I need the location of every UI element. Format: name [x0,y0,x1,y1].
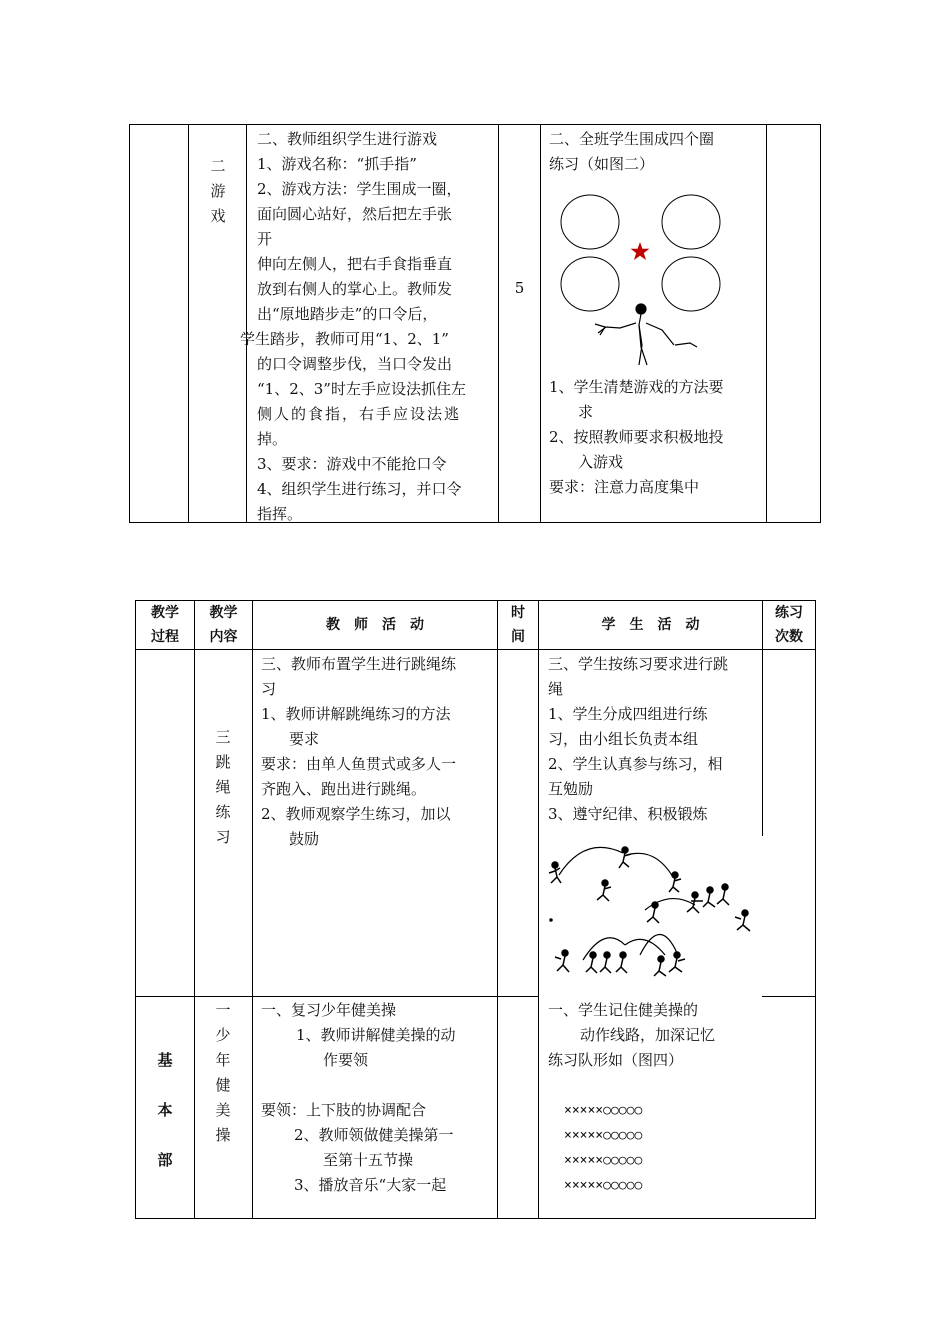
text-line: 2、教师领做健美操第一 [294,1126,454,1144]
text-line: 掉。 [257,430,288,448]
star-icon [631,242,650,260]
teacher-figure [595,304,697,365]
text-line: 求 [578,403,594,421]
text-line: 练习（如图二） [549,155,655,173]
process-char: 基 [157,1051,173,1069]
text-line: 练习队形如（图四） [548,1051,684,1069]
text-line: 1、游戏名称：“抓手指” [257,155,417,173]
jumper-figure [669,872,681,892]
content-char: 年 [215,1051,231,1069]
text-line: 放到右侧人的掌心上。教师发 [257,280,453,298]
text-line: 要求：由单人鱼贯式或多人一 [261,755,457,773]
text-line: 齐跑入、跑出进行跳绳。 [261,780,427,798]
content-char: 一 [215,1001,231,1019]
text-line: 绳 [548,680,564,698]
text-line: 要求 [289,730,320,748]
text-line: 一、复习少年健美操 [261,1001,397,1019]
text-line: 二、全班学生围成四个圈 [549,130,715,148]
content-char: 跳 [215,753,231,771]
header-student-activity: 学 生 活 动 [601,617,700,633]
content-char: 戏 [210,207,226,225]
text-line: 指挥。 [257,505,303,523]
content-char: 练 [215,803,231,821]
text-line: 动作线路，加深记忆 [580,1026,716,1044]
process-char: 本 [157,1101,173,1119]
circle-group [662,195,720,249]
formation-row: ×××××○○○○○ [564,1153,643,1168]
text-line: 一、学生记住健美操的 [548,1001,699,1019]
formation-row: ×××××○○○○○ [564,1178,643,1193]
text-line: 2、按照教师要求积极地投 [549,428,724,446]
header-content: 教学 [209,605,238,621]
text-line: 出“原地踏步走”的口令后， [257,305,438,323]
text-line: 学生踏步，教师可用“1、2、1” [240,330,449,348]
text-line: 入游戏 [578,453,624,471]
content-char: 操 [215,1126,231,1144]
text-line: 开 [257,230,273,248]
text-line: 互勉励 [548,780,594,798]
jumper-figure [549,862,561,883]
text-line: 1、教师讲解跳绳练习的方法 [261,705,451,723]
text-line: 要求：注意力高度集中 [549,478,700,496]
header-count: 练习 [775,605,803,621]
formation-row: ×××××○○○○○ [564,1128,643,1143]
text-line: 1、学生清楚游戏的方法要 [549,378,724,396]
circle-group [561,257,619,311]
jumper-figure [586,952,597,973]
jumper-figure [616,952,627,973]
header-teacher-activity: 教 师 活 动 [326,617,424,633]
text-line: 3、遵守纪律、积极锻炼 [548,805,708,823]
text-line: 鼓励 [289,830,320,848]
text-line: 至第十五节操 [323,1151,414,1169]
text-line: 3、播放音乐“大家一起 [294,1176,447,1194]
jumper-figure [597,880,611,901]
header-process: 教学 [151,605,179,621]
jumper-figure [600,952,611,973]
jumper-figure [703,887,715,907]
text-line: 1、教师讲解健美操的动 [296,1026,456,1044]
text-line: 的口令调整步伐，当口令发出 [257,355,453,373]
content-char: 绳 [215,778,231,796]
text-line: 面向圆心站好，然后把左手张 [257,205,453,223]
content-char: 健 [215,1076,231,1094]
content-char: 少 [215,1026,231,1044]
jumper-figure [669,952,685,972]
jumper-figure [654,956,666,976]
text-line: 习 [261,680,277,698]
process-char: 部 [157,1151,173,1169]
text-line: 4、组织学生进行练习，并口令 [257,480,462,498]
circle-formation-diagram [550,185,760,380]
jumper-figure [619,847,631,868]
text-line: 2、游戏方法：学生围成一圈， [257,180,462,198]
jumper-figure [555,950,569,972]
text-line: 三、学生按练习要求进行跳 [548,655,729,673]
circle-group [662,257,720,311]
text-line: 习，由小组长负责本组 [548,730,699,748]
text-line: 伸向左侧人，把右手食指垂直 [257,255,453,273]
circle-group [561,195,619,249]
content-char: 习 [215,828,231,846]
header-content: 内容 [209,629,238,645]
content-char: 二 [210,157,226,175]
text-line: 2、教师观察学生练习，加以 [261,805,451,823]
text-line: “1、2、3”时左手应设法抓住左 [257,380,466,398]
text-line: 2、学生认真参与练习，相 [548,755,723,773]
jump-rope-illustration [545,835,765,995]
text-line: 要领：上下肢的协调配合 [261,1101,427,1119]
text-line: 作要领 [323,1051,369,1069]
header-time: 时 [511,605,525,621]
content-char: 游 [210,182,226,200]
content-char: 美 [215,1101,231,1119]
jumper-figure [717,884,729,905]
content-char: 三 [215,728,231,746]
jumper-figure [735,910,750,931]
text-line: 1、学生分成四组进行练 [548,705,708,723]
header-count: 次数 [775,629,803,645]
text-line: 侧人的食指，右手应设法逃 [257,405,462,423]
text-line: 3、要求：游戏中不能抢口令 [257,455,447,473]
formation-row: ×××××○○○○○ [564,1103,643,1118]
header-process: 过程 [151,629,179,645]
jumper-figure [647,902,659,923]
text-line: 三、教师布置学生进行跳绳练 [261,655,457,673]
time-value: 5 [514,279,525,297]
text-line: 二、教师组织学生进行游戏 [257,130,438,148]
header-time: 间 [511,629,525,645]
